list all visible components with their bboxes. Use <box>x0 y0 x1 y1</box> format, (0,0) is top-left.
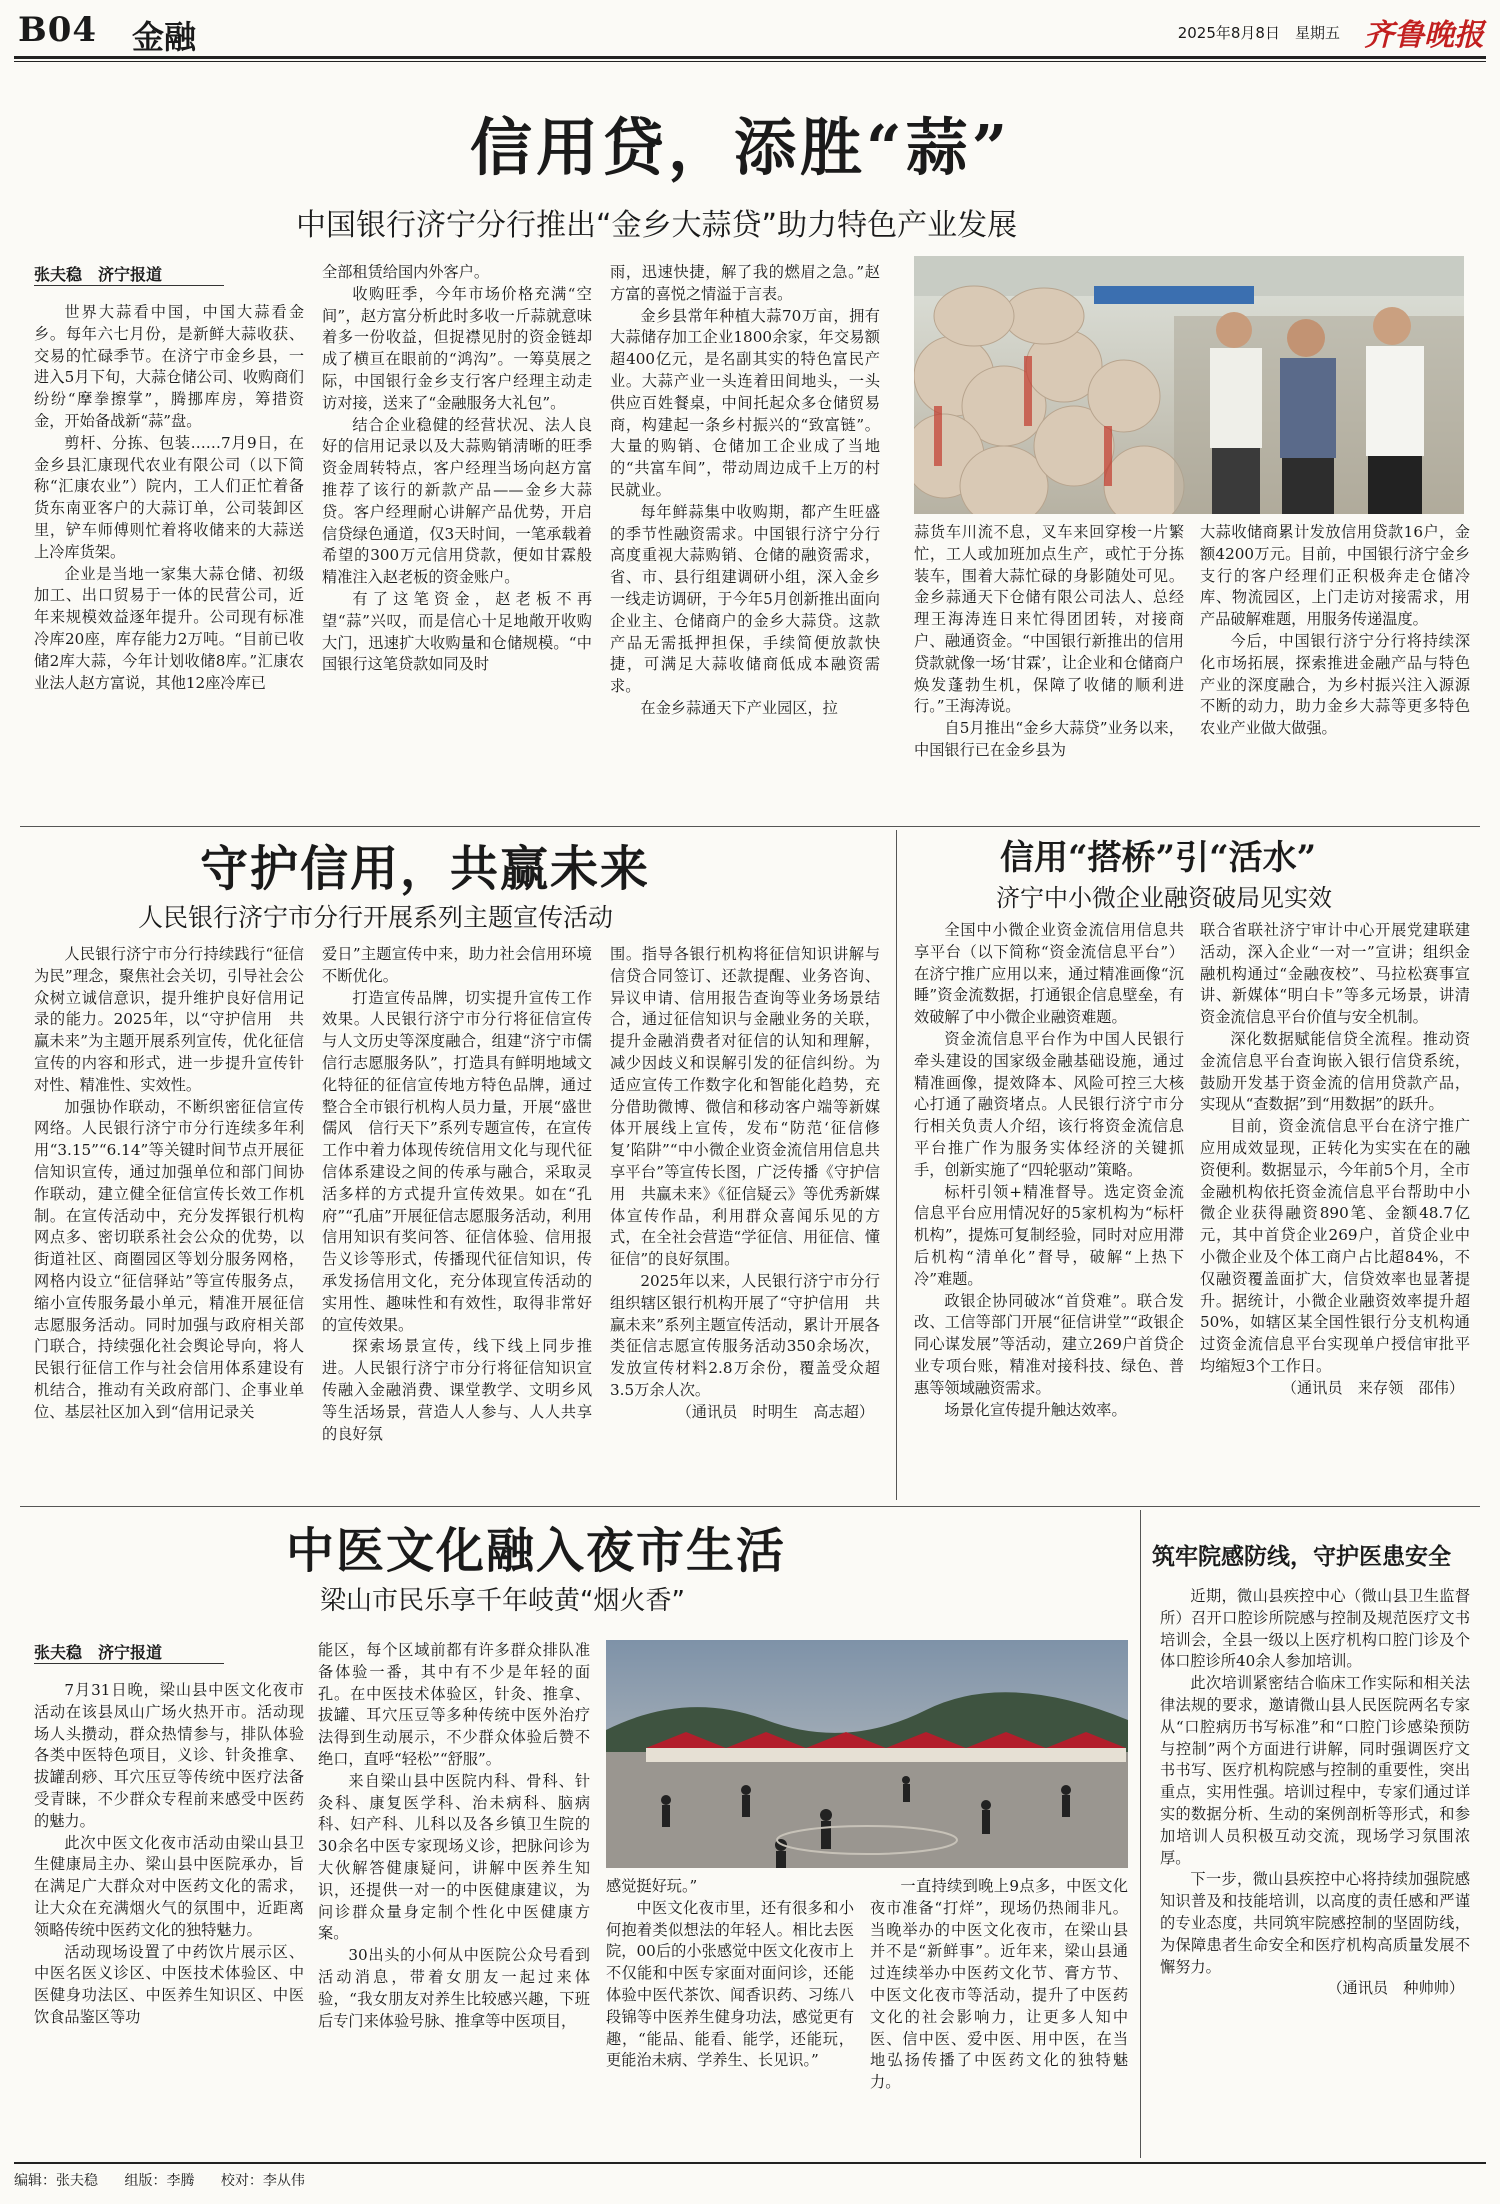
article1-column-2: 全部租赁给国内外客户。 收购旺季，今年市场价格充满“空间”，赵方富分析此时多收一斤蒜就意味着多一份收益，但捉襟见肘的资金链却成了横亘在眼前的“鸿沟”。一筹莫展之际，中国银行金乡支行客户经理主动走访对接，送来了“金融服务大礼包”。 结合企业稳健的经营状况、法人良好的信用记录以及大蒜购销淸晰的旺季资金周转特点，客户经理当场向赵方富推荐了该行的新款产品——金乡大蒜贷。客户经理耐心讲解产品优势，开启信贷绿色通道，仅3天时间，一笔承载着希望的300万元信用贷款，便如甘霖般精准注入赵老板的资金账户。 有了这笔资金，赵老板不再望“蒜”兴叹，而是信心十足地敞开收购大门，迅速扩大收购量和仓储规模。“中国银行这笔贷款如同及时 <box>322 263 592 674</box>
article1-column-4: 蒜货车川流不息，叉车来回穿梭一片繁忙，工人或加班加点生产，或忙于分拣装车，围着大蒜忙碌的身影随处可见。金乡蒜通天下仓储有限公司法人、总经理王海涛连日来忙得团团转，对接商户、融通资金。“中国银行新推出的信用贷款就像一场‘甘霖’，让企业和仓储商户焕发蓬勃生机，保障了收储的顺利进行。”王海涛说。 自5月推出“金乡大蒜贷”业务以来，中国银行已在金乡县为 <box>914 523 1184 759</box>
footer-rule <box>14 2162 1486 2164</box>
article2-signature: （通讯员 时明生 高志超） <box>676 1402 874 1421</box>
page-header <box>14 8 1486 56</box>
article4-column-4: 一直持续到晚上9点多，中医文化夜市准备“打烊”，现场仍热闹非凡。当晚举办的中医文化夜市，在梁山县并不是“新鲜事”。近年来，梁山县通过连续举办中医药文化节、膏方节、中医文化夜市等活动，提升了中医药文化的社会影响力，让更多人知中医、信中医、爱中医、用中医，在当地弘扬传播了中医药文化的独特魅力。 <box>870 1877 1128 2092</box>
article2-subtitle: 人民银行济宁市分行开展系列主题宣传活动 <box>138 903 614 932</box>
article2-column-1: 人民银行济宁市分行持续践行“征信为民”理念，聚焦社会关切，引导社会公众树立诚信意识，提升维护良好信用记录的能力。2025年，以“守护信用 共赢未来”为主题开展系列宣传，优化征信宣传的内容和形式，进一步提升宣传针对性、精准性、实效性。 加强协作联动，不断织密征信宣传网络。人民银行济宁市分行连续多年利用“3.15”“6.14”等关键时间节点开展征信知识宣传，通过加强单位和部门间协作联动，建立健全征信宣传长效工作机制。在宣传活动中，充分发挥银行机构网点多、密切联系社会公众的优势，以街道社区、商圈园区等划分服务网格，网格内设立“征信驿站”等宣传服务点，缩小宣传服务最小单元，精准开展征信志愿服务活动。同时加强与政府相关部门联合，持续强化社会舆论导向，将人民银行征信工作与社会信用体系建设有机结合，推动有关政府部门、企事业单位、基层社区加入到“信用记录关 <box>34 945 304 1421</box>
issue-date: 2025年8月8日 星期五 <box>1177 24 1340 42</box>
article4-subtitle: 梁山市民乐享千年岐黄“烟火香” <box>320 1586 685 1616</box>
article4-column-1: 7月31日晚，梁山县中医文化夜市活动在该县凤山广场火热开市。活动现场人头攒动，群众热情参与，排队体验各类中医特色项目，义诊、针灸推拿、拔罐刮痧、耳穴压豆等传统中医疗法备受青睐，不少群众专程前来感受中医药的魅力。 此次中医文化夜市活动由梁山县卫生健康局主办、梁山县中医院承办，旨在满足广大群众对中医药文化的需求，让大众在充满烟火气的氛围中，近距离领略传统中医药文化的独特魅力。 活动现场设置了中药饮片展示区、中医名医义诊区、中医技术体验区、中医健身功法区、中医养生知识区、中医饮食品鉴区等功 <box>34 1681 304 2026</box>
article5-signature: （通讯员 种帅帅） <box>1327 1979 1464 1998</box>
article2-column-3: 围。指导各银行机构将征信知识讲解与信贷合同签订、还款提醒、业务咨询、异议申请、信用报告查询等业务场景结合，通过征信知识与金融业务的关联，提升金融消费者对征信的认知和理解，减少因歧义和误解引发的征信纠纷。为适应宣传工作数字化和智能化趋势，充分借助微博、微信和移动客户端等新媒体开展线上宣传，发布“防范‘征信修复’陷阱”“中小微企业资金流信用信息共享平台”等宣传长图，广泛传播《守护信用 共赢未来》《征信疑云》等优秀新媒体宣传作品，利用群众喜闻乐见的方式，在全社会营造“学征信、用征信、懂征信”的良好氛围。 2025年以来，人民银行济宁市分行组织辖区银行机构开展了“守护信用 共赢未来”系列主题宣传活动，累计开展各类征信志愿宣传服务活动350余场次，发放宣传材料2.8万余份，覆盖受众超3.5万余人次。 （通讯员 时明生 高志超） <box>610 944 880 1494</box>
article-divider-vertical-2 <box>1140 1510 1141 2158</box>
header-rule-thin <box>14 61 1486 62</box>
article2-column-2: 爱日”主题宣传中来，助力社会信用环境不断优化。 打造宣传品牌，切实提升宣传工作效果。人民银行济宁市分行将征信宣传与人文历史等深度融合，组建“济宁市儒信行志愿服务队”，打造具有鲜明地域文化特征的征信宣传地方特色品牌，通过整合全市银行机构人员力量，开展“盛世儒风 信行天下”系列专题宣传，在宣传工作中着力体现传统信用文化与现代征信体系建设之间的传承与融合，采取灵活多样的方式提升宣传效果。如在“孔府”“孔庙”开展征信志愿服务活动，利用信用知识有奖问答、征信体验、信用报告义诊等形式，传播现代征信知识，传承发扬信用文化，充分体现宣传活动的实用性、趣味性和有效性，取得非常好的宣传效果。 探索场景宣传，线下线上同步推进。人民银行济宁市分行将征信知识宣传融入金融消费、课堂教学、文明乡风等生活场景，营造人人参与、人人共享的良好氛 <box>322 945 592 1443</box>
article3-signature: （通讯员 来存领 邵伟） <box>1281 1378 1464 1397</box>
article5-column-1: 近期，微山县疾控中心（微山县卫生监督所）召开口腔诊所院感与控制及规范医疗文书培训会，全县一级以上医疗机构口腔门诊及个体口腔诊所40余人参加培训。 此次培训紧密结合临床工作实际和相关法律法规的要求，邀请微山县人民医院两名专家从“口腔病历书写标准”和“口腔门诊感染预防与控制”两个方面进行讲解，同时强调医疗文书书写、医疗机构院感与控制的重要性，突出重点，实用性强。培训过程中，专家们通过详实的数据分析、生动的案例剖析等形式，和参加培训人员积极互动交流，现场学习氛围浓厚。 下一步，微山县疾控中心将持续加强院感知识普及和技能培训，以高度的责任感和严谨的专业态度，共同筑牢院感控制的坚固防线，为保障患者生命安全和医疗机构高质量发展不懈努力。 （通讯员 种帅帅） <box>1160 1586 1470 2156</box>
article3-column-1: 全国中小微企业资金流信用信息共享平台（以下简称“资金流信息平台”）在济宁推广应用以来，通过精准画像“沉睡”资金流数据，打通银企信息壁垒，有效破解了中小微企业融资难题。 资金流信息平台作为中国人民银行牵头建设的国家级金融基础设施，通过精准画像，提效降本、风险可控三大核心打通了融资堵点。人民银行济宁市分行相关负责人介绍，该行将资金流信息平台推广作为服务实体经济的关键抓手，创新实施了“四轮驱动”策略。 标杆引领+精准督导。选定资金流信息平台应用情况好的5家机构为“标杆机构”，提炼可复制经验，同时对应用滞后机构“清单化”督导，破解“上热下冷”难题。 政银企协同破冰“首贷难”。联合发改、工信等部门开展“征信讲堂”“政银企同心谋发展”等活动，建立269户首贷企业专项台账，精准对接科技、绿色、普惠等领域融资需求。 场景化宣传提升触达效率。 <box>914 921 1184 1419</box>
article3-subtitle: 济宁中小微企业融资破局见实效 <box>996 884 1332 912</box>
article3-title: 信用“搭桥”引“活水” <box>1000 838 1317 878</box>
section-divider-1 <box>20 826 1480 827</box>
article-divider-vertical <box>896 830 897 1500</box>
article1-column-5: 大蒜收储商累计发放信用贷款16户，金额4200万元。目前，中国银行济宁金乡支行的客户经理们正积极奔走仓储冷库、物流园区，上门走访对接需求，用产品破解难题，用服务传递温度。 今后，中国银行济宁分行将持续深化市场拓展，探索推进金融产品与特色产业的深度融合，为乡村振兴注入源源不断的动力，助力金乡大蒜等更多特色农业产业做大做强。 <box>1200 523 1470 738</box>
night-market-photo <box>606 1640 1128 1868</box>
footer-layout: 组版：李腾 <box>124 2173 195 2189</box>
footer-editor: 编辑：张夫稳 <box>14 2173 98 2189</box>
newspaper-logo: 齐鲁晚报 <box>1364 18 1484 53</box>
section-name: 金融 <box>132 18 197 56</box>
article4-byline-rule <box>34 1663 224 1664</box>
garlic-warehouse-photo <box>914 256 1464 514</box>
page-footer <box>14 2170 1486 2190</box>
article3-column-2: 联合省联社济宁审计中心开展党建联建活动，深入企业“一对一”宣讲；组织金融机构通过“金融夜校”、马拉松赛事宣讲、新媒体“明白卡”等多元场景，讲清资金流信息平台价值与安全机制。 深化数据赋能信贷全流程。推动资金流信息平台查询嵌入银行信贷系统，鼓励开发基于资金流的信用贷款产品，实现从“查数据”到“用数据”的跃升。 目前，资金流信息平台在济宁推广应用成效显现，正转化为实实在在的融资便利。数据显示，今年前5个月，全市金融机构依托资金流信息平台帮助中小微企业获得融资890笔、金额48.7亿元，其中首贷企业269户，首贷企业中小微企业及个体工商户占比超84%，不仅融资覆盖面扩大，信贷效率也显著提升。据统计，小微企业融资效率提升超50%，如辖区某全国性银行分支机构通过资金流信息平台实现单户授信审批平均缩短3个工作日。 （通讯员 来存领 邵伟） <box>1200 920 1470 1500</box>
footer-proof: 校对：李从伟 <box>220 2173 305 2189</box>
article5-title: 筑牢院感防线，守护医患安全 <box>1152 1543 1451 1570</box>
article1-byline: 张夫稳 济宁报道 <box>34 265 163 284</box>
article4-column-2: 能区，每个区域前都有许多群众排队准备体验一番，其中有不少是年轻的面孔。在中医技术体验区，针灸、推拿、拔罐、耳穴压豆等多种传统中医外治疗法得到生动展示，不少群众体验后赞不绝口，直呼“轻松”“舒服”。 来自梁山县中医院内科、骨科、针灸科、康复医学科、治未病科、脑病科、妇产科、儿科以及各乡镇卫生院的30余名中医专家现场义诊，把脉问诊为大伙解答健康疑问，讲解中医养生知识，还提供一对一的中医健康建议，为问诊群众量身定制个性化中医健康方案。 30出头的小何从中医院公众号看到活动消息，带着女朋友一起过来体验，“我女朋友对养生比较感兴趣，下班后专门来体验号脉、推拿等中医项目， <box>318 1641 590 2030</box>
article4-byline: 张夫稳 济宁报道 <box>34 1643 163 1662</box>
article1-column-3: 雨，迅速快捷，解了我的燃眉之急。”赵方富的喜悦之情溢于言表。 金乡县常年种植大蒜70万亩，拥有大蒜储存加工企业1800余家，年交易额超400亿元，是名副其实的特色富民产业。大蒜产业一头连着田间地头，一头供应百姓餐桌，中间托起众多仓储贸易商，构建起一条乡村振兴的“致富链”。大量的购销、仓储加工企业成了当地的“共富车间”，带动周边成千上万的村民就业。 每年鲜蒜集中收购期，都产生旺盛的季节性融资需求。中国银行济宁分行高度重视大蒜购销、仓储的融资需求，省、市、县行组建调研小组，深入金乡一线走访调研，于今年5月创新推出面向企业主、仓储商户的金乡大蒜贷。这款产品无需抵押担保，手续简便放款快捷，可满足大蒜收储商低成本融资需求。 在金乡蒜通天下产业园区，拉 <box>610 263 880 717</box>
article1-byline-rule <box>34 285 224 286</box>
article2-title: 守护信用，共赢未来 <box>200 841 651 897</box>
header-rule <box>14 56 1486 59</box>
page-code: B04 <box>18 10 98 50</box>
article4-title: 中医文化融入夜市生活 <box>286 1523 787 1579</box>
section-divider-2 <box>20 1506 1480 1507</box>
article4-column-3: 感觉挺好玩。” 中医文化夜市里，还有很多和小何抱着类似想法的年轻人。相比去医院，00后的小张感觉中医文化夜市上不仅能和中医专家面对面问诊，还能体验中医代茶饮、闻香识药、习练八段锦等中医养生健身功法，感觉更有趣，“能品、能看、能学，还能玩，更能治未病、学养生、长见识。” <box>606 1877 854 2070</box>
article1-column-1: 世界大蒜看中国，中国大蒜看金乡。每年六七月份，是新鲜大蒜收获、交易的忙碌季节。在济宁市金乡县，一进入5月下旬，大蒜仓储公司、收购商们纷纷“摩拳擦掌”，腾挪库房，筹措资金，开始备战新“蒜”盘。 剪杆、分拣、包装……7月9日，在金乡县汇康现代农业有限公司（以下简称“汇康农业”）院内，工人们正忙着备货东南亚客户的大蒜订单，公司装卸区里，铲车师傅则忙着将收储来的大蒜送上冷库货架。 企业是当地一家集大蒜仓储、初级加工、出口贸易于一体的民营公司，近年来规模效益逐年提升。公司现有标准冷库20座，库存能力2万吨。“目前已收储2库大蒜，今年计划收储8库。”汇康农业法人赵方富说，其他12座冷库已 <box>34 303 304 692</box>
article1-title: 信用贷，添胜“蒜” <box>470 111 1012 184</box>
article1-subtitle: 中国银行济宁分行推出“金乡大蒜贷”助力特色产业发展 <box>296 208 1018 243</box>
